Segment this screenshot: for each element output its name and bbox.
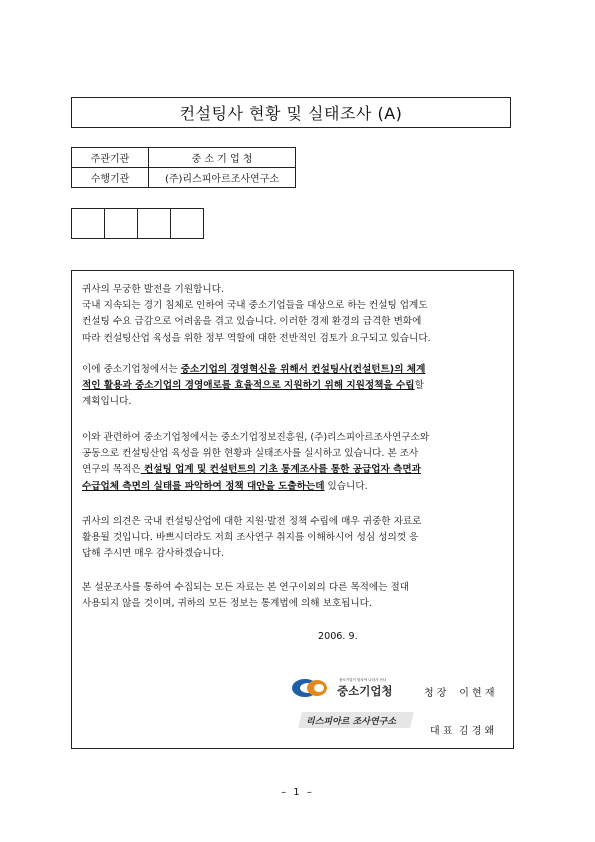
text-span: 연구의 목적은 xyxy=(82,464,141,476)
text-span: 이에 중소기업청에서는 xyxy=(82,364,181,375)
page-title: 컨설팅사 현황 및 실태조사 (A) xyxy=(71,97,511,128)
smba-emblem-icon xyxy=(292,679,327,697)
text-line: 공동으로 컨설팅산업 육성을 위한 현황과 실태조사를 실시하고 있습니다. 본 조사 xyxy=(82,448,419,460)
emphasis-text: 컨설팅 업계 및 컨설턴트의 기초 통계조사를 통한 공급업자 측면과 xyxy=(140,464,421,476)
letter-date: 2006. 9. xyxy=(318,631,358,642)
text-line: 사용되지 않을 것이며, 귀하의 모든 정보는 통계법에 의해 보호됩니다. xyxy=(82,598,372,610)
smba-logo-text: 중소기업청 xyxy=(337,684,393,698)
text-line: 따라 컨설팅산업 육성을 위한 정부 역할에 대한 전반적인 검토가 요구되고 있습니다. xyxy=(82,332,431,344)
code-box[interactable] xyxy=(71,208,105,239)
text-line xyxy=(82,378,506,394)
emphasis-text: 수급업체 측면의 실태를 파악하여 정책 대안을 도출하는데 xyxy=(82,480,325,492)
page-number: – 1 – xyxy=(281,787,314,798)
letter-paragraph-1 xyxy=(82,282,506,347)
signatory-1 xyxy=(424,684,495,699)
research-institute-logo xyxy=(298,708,418,732)
table-row xyxy=(72,168,296,188)
research-logo-text: 리스피아르 조사연구소 xyxy=(306,717,397,727)
text-line xyxy=(82,479,506,495)
text-line: 이와 관련하여 중소기업청에서는 중소기업정보진흥원, (주)리스피아르조사연구소와 xyxy=(82,432,430,443)
code-box[interactable] xyxy=(137,208,171,239)
text-line: 계획입니다. xyxy=(82,396,132,408)
text-line: 답해 주시면 매우 감사하겠습니다. xyxy=(82,548,224,560)
text-line: 활용될 것입니다. 바쁘시더라도 저희 조사연구 취지를 이해하시어 성심 성의껏 응 xyxy=(82,532,419,544)
text-line: 컨설팅 수요 급감으로 어려움을 겪고 있습니다. 이러한 경제 환경의 급격한 변화에 xyxy=(82,316,422,328)
text-line: 본 설문조사를 통하여 수집되는 모든 자료는 본 연구이외의 다른 목적에는 절대 xyxy=(82,582,410,593)
info-value: 중 소 기 업 청 xyxy=(149,148,296,168)
signatory-name: 이 현 재 xyxy=(459,688,495,699)
letter-paragraph-3 xyxy=(82,430,506,495)
code-box[interactable] xyxy=(170,208,204,239)
text-span: 할 xyxy=(414,380,424,392)
letter-paragraph-4 xyxy=(82,514,506,563)
text-line: 국내 지속되는 경기 침체로 인하여 국내 중소기업들을 대상으로 하는 컨설팅 업계도 xyxy=(82,300,428,312)
info-key: 주관기관 xyxy=(72,148,149,168)
text-line: 귀사의 무궁한 발전을 기원합니다. xyxy=(82,284,224,295)
info-table xyxy=(71,147,296,188)
smba-logo xyxy=(291,675,407,699)
text-line: 귀사의 의견은 국내 컨설팅산업에 대한 지원·발전 정책 수립에 매우 귀중한 자료로 xyxy=(82,516,422,527)
letter-paragraph-2 xyxy=(82,362,506,411)
text-span: 있습니다. xyxy=(324,480,368,492)
emphasis-text: 중소기업의 경영혁신을 위해서 컨설팅사(컨설턴트)의 체계 xyxy=(180,364,426,375)
letter-paragraph-5 xyxy=(82,580,506,612)
info-key: 수행기관 xyxy=(72,168,149,188)
signatory-2 xyxy=(430,722,494,737)
emphasis-text: 적인 활용과 중소기업의 경영애로를 효율적으로 지원하기 위해 지원정책을 수립 xyxy=(82,380,415,392)
signatory-name: 김 경 왜 xyxy=(458,726,495,737)
code-box[interactable] xyxy=(104,208,138,239)
text-line xyxy=(82,462,506,478)
text-line xyxy=(82,362,506,378)
id-code-boxes xyxy=(71,208,204,239)
signatory-title: 대 표 xyxy=(430,726,453,737)
table-row xyxy=(72,148,296,168)
smba-logo-tagline: 중소기업이 힘차야 나라가 산다 xyxy=(339,678,387,682)
signatory-title: 청 장 xyxy=(424,688,447,699)
info-value: (주)리스피아르조사연구소 xyxy=(149,168,296,188)
